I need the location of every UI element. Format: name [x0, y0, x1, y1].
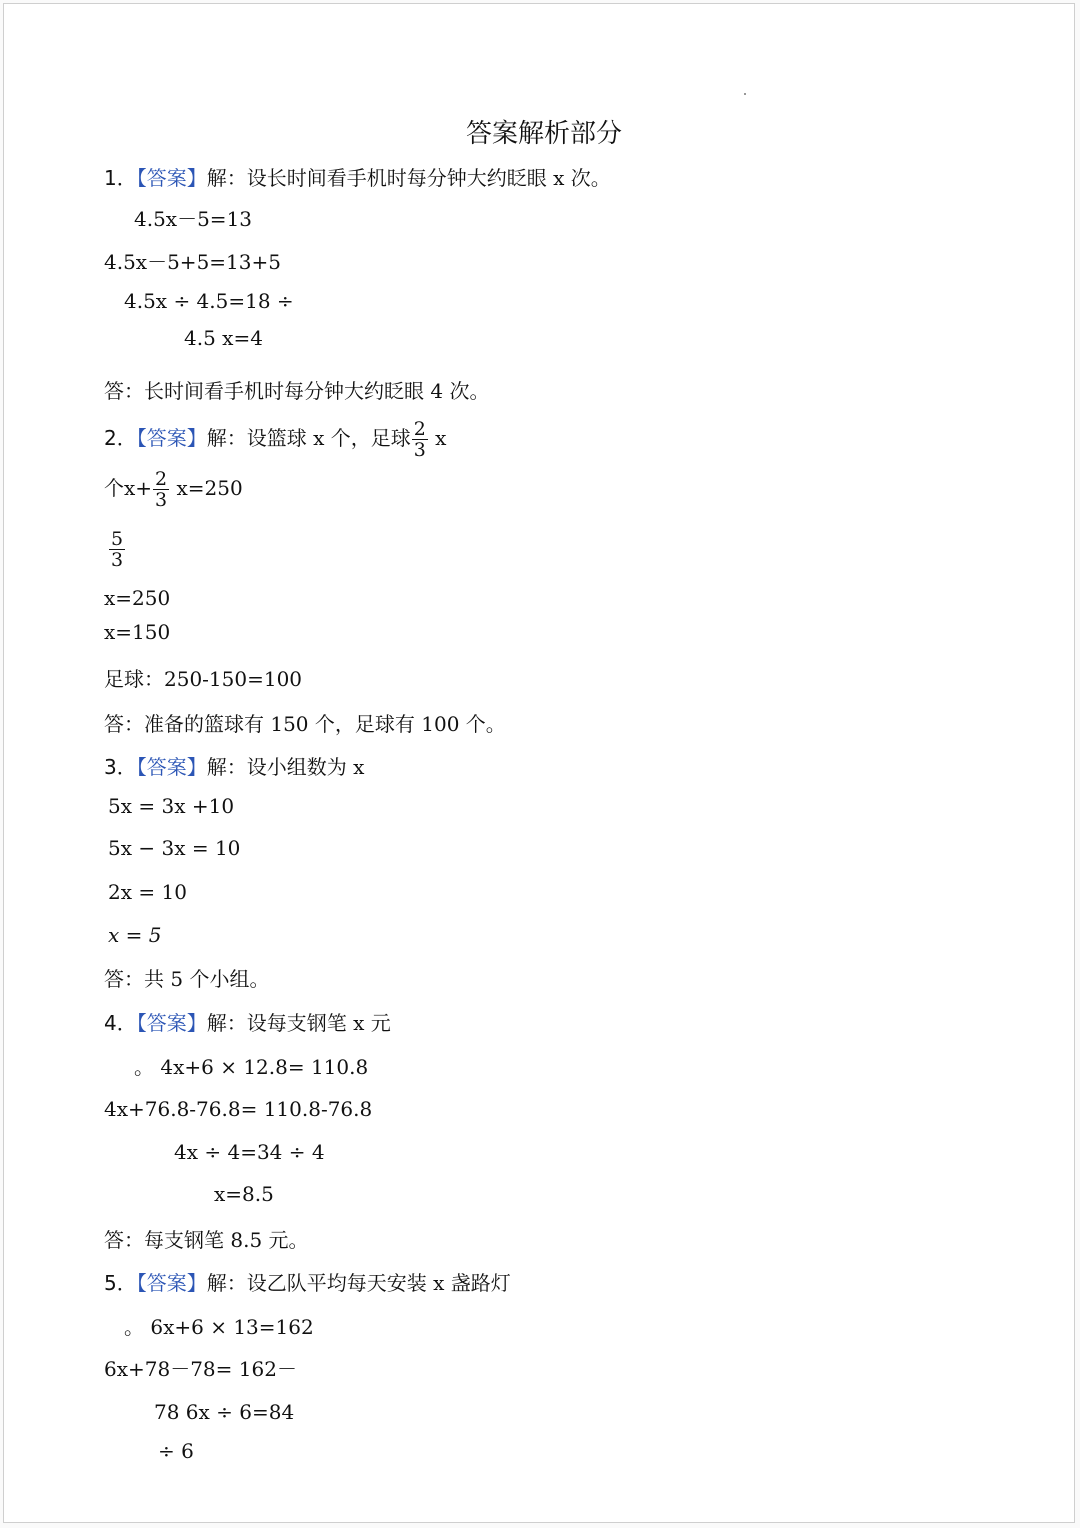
document-page [3, 3, 1075, 1523]
q1-answer: 答：长时间看手机时每分钟大约眨眼 4 次。 [104, 379, 490, 403]
q2-answer: 答：准备的篮球有 150 个，足球有 100 个。 [104, 712, 506, 736]
q1-step-2: 4.5x－5+5=13+5 [104, 250, 281, 274]
q5-header [104, 1271, 511, 1295]
q1-step-1: 4.5x－5=13 [134, 207, 253, 231]
q3-answer: 答：共 5 个小组。 [104, 967, 270, 991]
q1-step-4: 4.5 x=4 [184, 326, 263, 350]
q4-answer: 答：每支钢笔 8.5 元。 [104, 1228, 309, 1252]
q4-step-1: 。 4x+6 × 12.8= 110.8 [134, 1055, 369, 1079]
q3-step-3: 2x = 10 [108, 880, 187, 904]
page-title: 答案解析部分 [466, 119, 623, 149]
q4-intro: 解：设每支钢笔 x 元 [206, 1011, 391, 1035]
q3-step-2: 5x − 3x = 10 [108, 836, 241, 860]
q1-header [104, 166, 611, 190]
q3-step-4: x = 5 [108, 923, 162, 947]
q2-fraction-inline: $\frac{2}{3}$ [155, 468, 168, 511]
q4-step-4: x=8.5 [214, 1182, 274, 1206]
q2-football: 足球：250-150=100 [104, 667, 303, 691]
q2-step-1: x=250 [104, 586, 171, 610]
q1-step-3: 4.5x ÷ 4.5=18 ÷ [124, 289, 294, 313]
q2-fraction-two-thirds: $\frac{2}{3}$ [413, 418, 426, 461]
q4-step-2: 4x+76.8-76.8= 110.8-76.8 [104, 1097, 373, 1121]
q2-step-2: x=150 [104, 620, 171, 644]
q3-step-1: 5x = 3x +10 [108, 794, 235, 818]
q3-number: 3． [104, 755, 137, 779]
q2-fraction-five-thirds: $\frac{5}{3}$ [111, 528, 124, 571]
q5-number: 5． [104, 1271, 137, 1295]
q4-answer-tag: 【答案】 [136, 1011, 207, 1035]
q1-number: 1． [104, 166, 137, 190]
q3-header [104, 755, 364, 779]
q5-step-2: 6x+78－78= 162－ [104, 1357, 297, 1381]
q4-step-3: 4x ÷ 4=34 ÷ 4 [174, 1140, 325, 1164]
q4-header [104, 1011, 391, 1035]
q3-intro: 解：设小组数为 x [206, 755, 365, 779]
q5-step-4: ÷ 6 [158, 1439, 194, 1463]
q2-equation: 个x+ $\frac{2}{3}$ x=250 [104, 468, 243, 511]
scan-dot [744, 93, 746, 95]
q1-intro: 解：设长时间看手机时每分钟大约眨眼 x 次。 [206, 166, 611, 190]
q5-intro: 解：设乙队平均每天安装 x 盏路灯 [206, 1271, 511, 1295]
q1-answer-tag: 【答案】 [136, 166, 207, 190]
q3-answer-tag: 【答案】 [136, 755, 207, 779]
q2-header [104, 416, 446, 460]
q5-answer-tag: 【答案】 [136, 1271, 207, 1295]
q2-number: 2． [104, 426, 137, 450]
q2-answer-tag: 【答案】 [136, 426, 207, 450]
q2-intro: 解：设篮球 x 个，足球 [206, 426, 411, 450]
q5-step-3: 78 6x ÷ 6=84 [154, 1400, 295, 1424]
q5-step-1: 。 6x+6 × 13=162 [124, 1315, 314, 1339]
q2-intro-tail: x [428, 426, 447, 450]
q4-number: 4． [104, 1011, 137, 1035]
